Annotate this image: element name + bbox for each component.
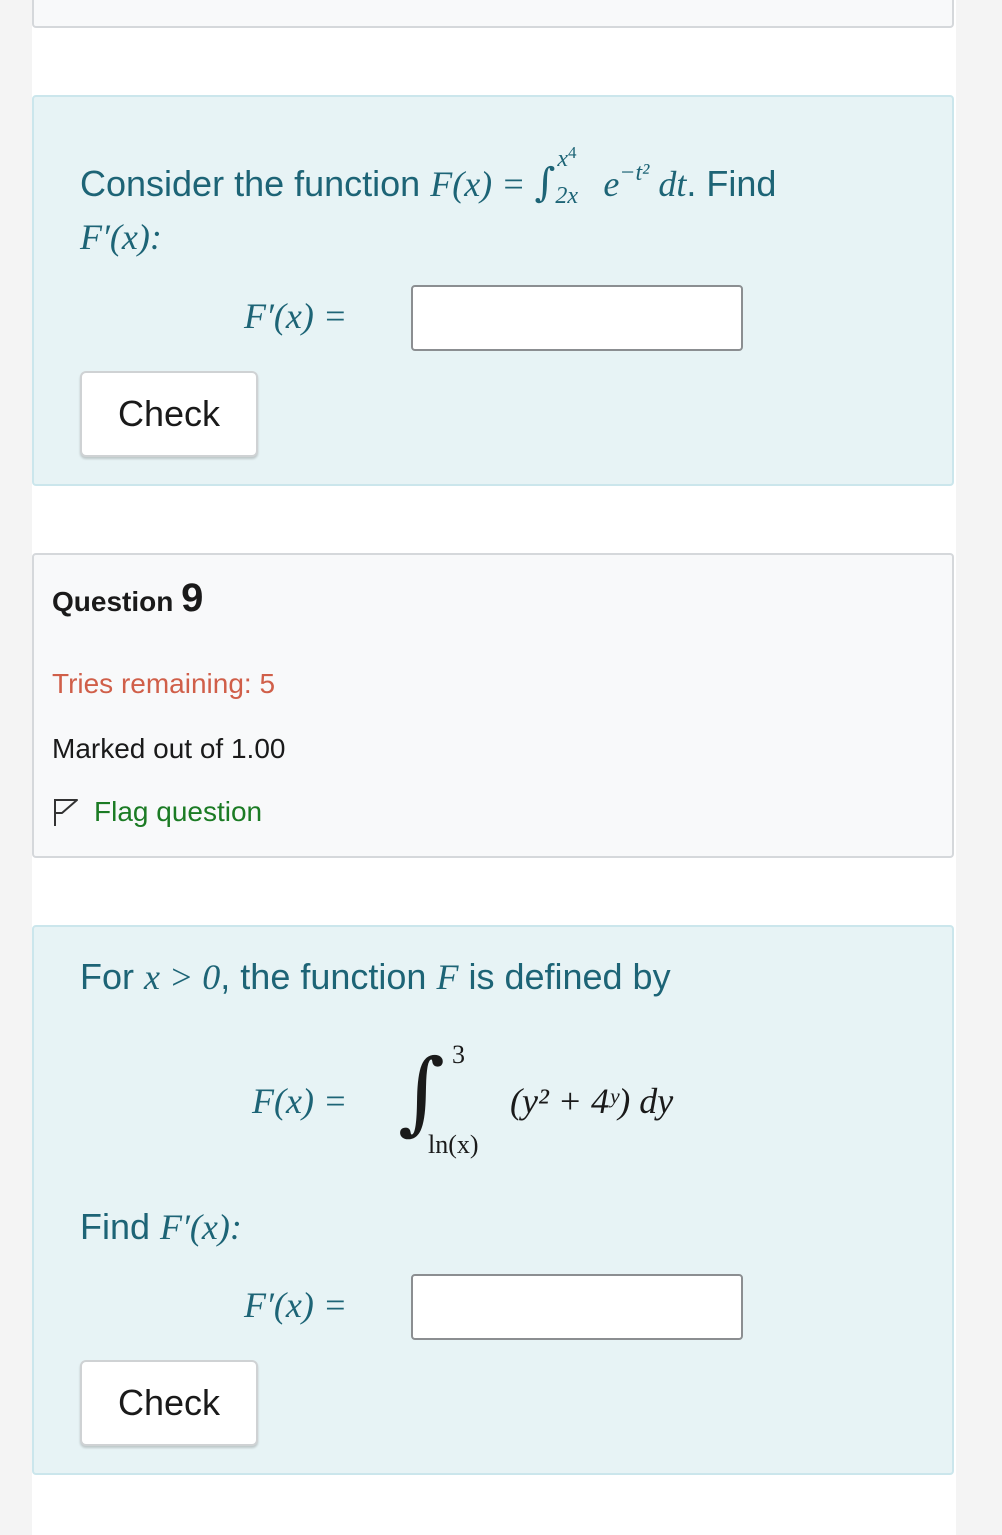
integrand: (y² + 4ʸ) dy	[510, 1081, 674, 1121]
intro-end: is defined by	[458, 956, 671, 997]
flag-question-label[interactable]: Flag question	[94, 796, 263, 827]
integral-sign: ∫	[534, 160, 556, 206]
previous-question-info	[32, 0, 954, 28]
find-expression: F′(x):	[160, 1207, 242, 1247]
question-9-answer-label: F′(x) =	[244, 1285, 348, 1325]
intro-for: For	[80, 956, 145, 997]
definition-lhs: F(x) =	[252, 1081, 348, 1121]
integral-lower-limit: ln(x)	[428, 1130, 479, 1159]
question-8-prompt-line2: F′(x):	[80, 217, 162, 257]
tries-remaining: Tries remaining: 5	[52, 668, 276, 699]
find-prefix: Find	[80, 1206, 161, 1247]
integral-upper-limit: 3	[452, 1040, 465, 1069]
marked-out-of: Marked out of 1.00	[52, 733, 286, 764]
integral-limits	[555, 143, 595, 210]
intro-condition: x > 0	[144, 957, 221, 997]
definite-integral-sign: ∫	[398, 1040, 445, 1145]
question-9-label	[52, 576, 203, 621]
question-8-answer-label: F′(x) =	[244, 296, 348, 336]
intro-middle: , the function	[220, 956, 437, 997]
integrand-exponent: −t²	[619, 160, 650, 186]
flag-outline-icon	[52, 797, 80, 827]
prompt-text-before: Consider the function	[80, 163, 431, 204]
question-9-intro	[80, 956, 671, 998]
integrand-base: e	[603, 164, 620, 204]
function-lhs: F(x) =	[430, 164, 535, 204]
question-9-check-button[interactable]: Check	[80, 1360, 258, 1446]
question-8-answer-input[interactable]	[411, 285, 743, 351]
question-number: 9	[181, 576, 204, 620]
prompt-text-after: . Find	[686, 163, 777, 204]
question-9-answer-input[interactable]	[411, 1274, 743, 1340]
question-8-check-button[interactable]: Check	[80, 371, 258, 457]
intro-function-name: F	[436, 957, 459, 997]
find-derivative-prompt	[80, 1206, 242, 1248]
question-8-prompt	[80, 143, 777, 210]
differential: dt	[649, 164, 687, 204]
question-label-text: Question	[52, 586, 174, 617]
upper-limit: $x^4$	[557, 143, 577, 173]
lower-limit: 2x	[555, 183, 578, 210]
flag-question-link[interactable]	[52, 796, 262, 828]
